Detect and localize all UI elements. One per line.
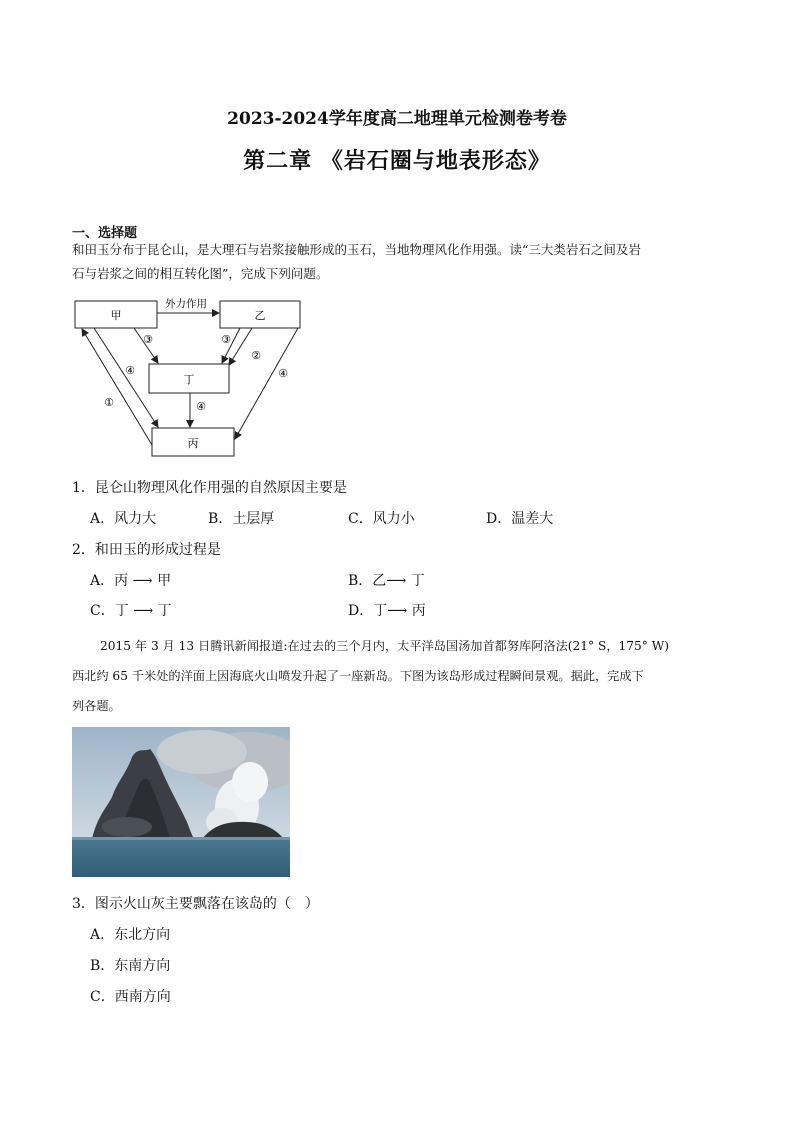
- box-jia-label: 甲: [110, 309, 122, 322]
- label-3-left: ③: [143, 333, 153, 346]
- question-2-stem: 2．和田玉的形成过程是: [72, 542, 221, 558]
- q3-option-c: C．西南方向: [90, 989, 171, 1005]
- question-1-stem: 1．昆仑山物理风化作用强的自然原因主要是: [72, 480, 347, 496]
- q1-option-c: C．风力小: [348, 511, 415, 527]
- label-4-right: ④: [278, 367, 288, 380]
- q1-option-d: D．温差大: [486, 511, 554, 527]
- q3-option-a: A．东北方向: [90, 927, 171, 943]
- rock-cycle-diagram: [72, 293, 312, 463]
- arrow-bing-jia: [82, 329, 152, 445]
- q1-option-b: B．土层厚: [208, 511, 275, 527]
- box-bing-label: 丙: [187, 437, 199, 450]
- arrow-label-external-force: 外力作用: [165, 298, 207, 310]
- arrow-yi-bing: [235, 328, 298, 439]
- q2-option-a: A．丙 ⟶ 甲: [90, 573, 172, 589]
- label-4-left: ④: [125, 364, 135, 377]
- intro-paragraph-2: [72, 631, 726, 721]
- chapter-title: 第二章 《岩石圈与地表形态》: [243, 148, 551, 174]
- intro-2-line-1: 2015 年 3 月 13 日腾讯新闻报道:在过去的三个月内，太平洋岛国汤加首都努库阿洛法(21° S，175° W): [100, 639, 670, 653]
- q2-option-c: C．丁 ⟶ 丁: [90, 603, 172, 619]
- intro-1-line-2: 石与岩浆之间的相互转化图”，完成下列问题。: [72, 266, 329, 281]
- question-3-stem: 3．图示火山灰主要飘落在该岛的（ ）: [72, 896, 319, 912]
- box-yi-label: 乙: [254, 309, 266, 322]
- label-1: ①: [104, 396, 114, 409]
- q2-option-d: D．丁⟶ 丙: [348, 603, 426, 619]
- intro-2-line-2: 西北约 65 千米处的洋面上因海底火山喷发升起了一座新岛。下图为该岛形成过程瞬间景观。据此，完成下: [72, 669, 644, 683]
- volcano-eruption-photo: [72, 727, 290, 877]
- label-3-right: ③: [221, 333, 231, 346]
- arrow-yi-ding-2: [229, 328, 252, 365]
- q1-option-a: A．风力大: [90, 511, 157, 527]
- box-ding-label: 丁: [183, 373, 195, 386]
- exam-title: 2023-2024学年度高二地理单元检测卷考卷: [227, 109, 567, 129]
- label-4-middle: ④: [196, 400, 206, 413]
- q2-option-b: B．乙⟶ 丁: [348, 573, 425, 589]
- intro-2-line-3: 列各题。: [72, 699, 121, 713]
- q3-option-b: B．东南方向: [90, 958, 171, 974]
- section-heading: 一、选择题: [72, 226, 138, 241]
- label-2: ②: [251, 349, 261, 362]
- intro-paragraph-1: [72, 238, 724, 286]
- intro-1-line-1: 和田玉分布于昆仑山，是大理石与岩浆接触形成的玉石，当地物理风化作用强。读“三大类岩石之间及岩: [72, 242, 641, 257]
